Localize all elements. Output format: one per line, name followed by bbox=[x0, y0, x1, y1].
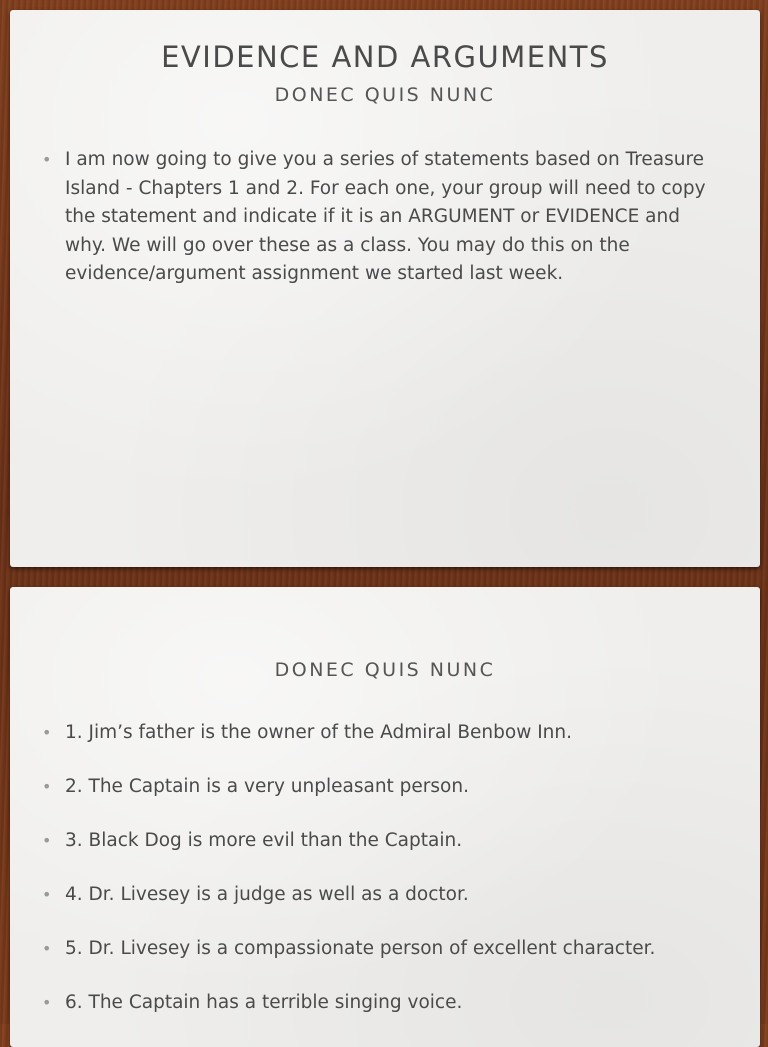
bullet-item: • 3. Black Dog is more evil than the Captain. bbox=[10, 828, 760, 854]
slide-subtitle: DONEC QUIS NUNC bbox=[274, 84, 496, 106]
bullet-item: • 6. The Captain has a terrible singing voice. bbox=[10, 990, 760, 1016]
bullet-list bbox=[10, 720, 760, 1044]
slide-subtitle: DONEC QUIS NUNC bbox=[274, 659, 496, 681]
slide-title: EVIDENCE AND ARGUMENTS bbox=[161, 40, 609, 74]
bullet-item: • 2. The Captain is a very unpleasant person. bbox=[10, 774, 760, 800]
bullet-item: • 1. Jim’s father is the owner of the Admiral Benbow Inn. bbox=[10, 720, 760, 746]
slide-2 bbox=[10, 587, 760, 1047]
bullet-list bbox=[10, 146, 760, 289]
bullet-item: • 4. Dr. Livesey is a judge as well as a doctor. bbox=[10, 882, 760, 908]
bullet-item: • 5. Dr. Livesey is a compassionate person of excellent character. bbox=[10, 936, 760, 962]
slide-1 bbox=[10, 10, 760, 567]
bullet-item: • I am now going to give you a series of statements based on Treasure Island - Chapters 1 and 2. For each one, your group will need to copy the statement and indicate if it is an ARGUMENT or EVIDENCE and why. We will go over these as a class. You may do this on the evidence/argument assignment we started last week. bbox=[10, 146, 760, 289]
